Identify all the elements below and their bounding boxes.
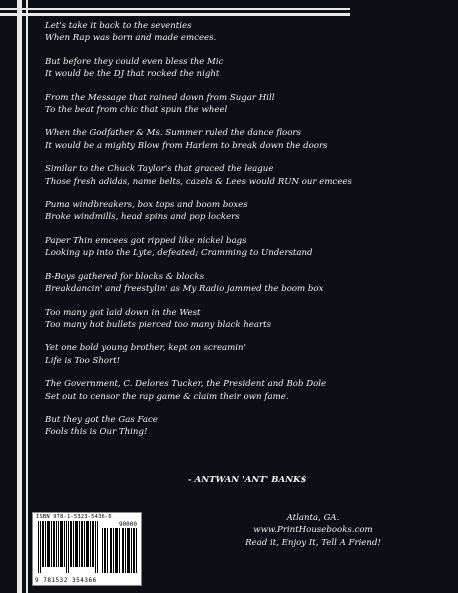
publisher-tagline: Read it, Enjoy It, Tell A Friend! xyxy=(245,537,381,548)
stanza xyxy=(45,127,445,152)
poem-line: But before they could even bless the Mic xyxy=(45,56,224,67)
poem-line: Yet one bold young brother, kept on screamin' xyxy=(45,343,246,354)
isbn-barcode xyxy=(32,512,142,586)
frame-line-horizontal-thin xyxy=(0,8,350,10)
stanza xyxy=(45,414,445,439)
poem-line: But they got the Gas Face xyxy=(45,414,158,425)
publisher-city: Atlanta, GA. xyxy=(286,513,340,523)
poem-line: It would be the DJ that rocked the night xyxy=(45,69,220,80)
stanza xyxy=(45,199,445,224)
poem-line: Similar to the Chuck Taylor's that graced the league xyxy=(45,164,274,175)
poem-line: To the beat from chic that spun the wheel xyxy=(45,105,228,116)
isbn-text: ISBN 978-1-5323-5436-6 xyxy=(36,514,112,520)
poem-line: When the Godfather & Ms. Summer ruled the dance floors xyxy=(45,128,301,139)
poem-line: B-Boys gathered for blocks & blocks xyxy=(45,271,205,282)
stanza xyxy=(45,342,445,367)
poem-line: Breakdancin' and freestylin' as My Radio jammed the boom box xyxy=(45,284,324,295)
stanza xyxy=(45,235,445,260)
poem-line: When Rap was born and made emcees. xyxy=(45,33,217,44)
stanza xyxy=(45,92,445,117)
stanza xyxy=(45,163,445,188)
publisher-url: www.PrintHousebooks.com xyxy=(253,525,373,536)
frame-line-vertical-thick xyxy=(17,0,22,593)
poem-line: Those fresh adidas, name belts, cazels & Lees would RUN our emcees xyxy=(45,176,352,187)
stanza xyxy=(45,20,445,45)
barcode-digits: 9 781532 354366 xyxy=(35,577,97,584)
stanza xyxy=(45,56,445,81)
stanza xyxy=(45,271,445,296)
frame-line-horizontal-thick xyxy=(0,13,350,16)
poem-line: Looking up into the Lyte, defeated; Cramming to Understand xyxy=(45,248,313,259)
price-bars-icon xyxy=(102,528,137,573)
poem-line: Puma windbreakers, box tops and boom boxes xyxy=(45,200,248,211)
publisher-info xyxy=(228,512,398,549)
barcode-bars-icon xyxy=(38,521,98,573)
poem-line: Set out to censor the rap game & claim their own fame. xyxy=(45,391,289,402)
price-code: 90000 xyxy=(118,521,137,528)
poem-line: The Government, C. Delores Tucker, the President and Bob Dole xyxy=(45,379,327,390)
poem-line: From the Message that rained down from Sugar Hill xyxy=(45,92,275,103)
stanza xyxy=(45,378,445,403)
poem-line: Too many got laid down in the West xyxy=(45,307,201,318)
poem-line: Too many hot bullets pierced too many black hearts xyxy=(45,319,271,330)
author-signature: - ANTWAN 'ANT' BANK$ xyxy=(188,475,307,485)
poem-line: Fools this is Our Thing! xyxy=(45,427,148,438)
poem-line: Let's take it back to the seventies xyxy=(45,21,192,31)
poem-line: It would be a mighty Blow from Harlem to break down the doors xyxy=(45,140,328,151)
poem-line: Life is Too Short! xyxy=(45,355,121,366)
poem xyxy=(45,20,445,450)
poem-line: Paper Thin emcees got ripped like nickel bags xyxy=(45,235,247,246)
stanza xyxy=(45,307,445,332)
frame-line-vertical-thin xyxy=(26,0,28,593)
poem-line: Broke windmills, head spins and pop lockers xyxy=(45,212,240,223)
